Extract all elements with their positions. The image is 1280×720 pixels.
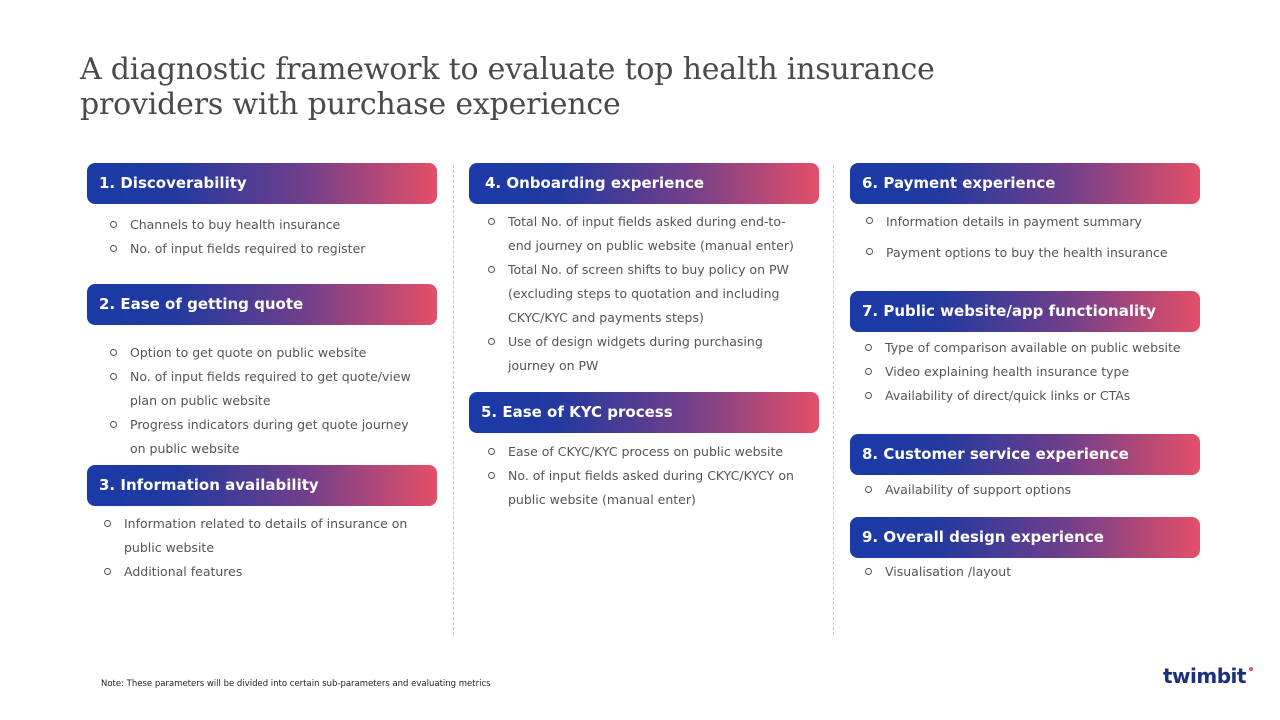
section-header-customer-service-experience: 8. Customer service experience — [850, 434, 1200, 475]
bullet-icon — [488, 266, 495, 273]
bullet-icon — [488, 218, 495, 225]
list-item: Channels to buy health insurance — [130, 213, 430, 237]
list-item: Video explaining health insurance type — [885, 360, 1185, 384]
list-item: Information related to details of insurance on public website — [124, 512, 429, 560]
list-item: Additional features — [124, 560, 429, 584]
list-item: Availability of direct/quick links or CTAs — [885, 384, 1185, 408]
section-list-payment-experience — [886, 206, 1186, 268]
bullet-icon — [488, 472, 495, 479]
section-list-public-website-app-functionality — [885, 336, 1185, 408]
list-item: No. of input fields required to get quote/view plan on public website — [130, 365, 420, 413]
list-item: No. of input fields required to register — [130, 237, 430, 261]
list-item: Total No. of screen shifts to buy policy on PW (excluding steps to quotation and including CKYC/KYC and payments steps) — [508, 258, 808, 330]
column-divider — [453, 165, 454, 635]
section-list-information-availability — [124, 512, 429, 584]
list-item: No. of input fields asked during CKYC/KYCY on public website (manual enter) — [508, 464, 798, 512]
list-item: Visualisation /layout — [885, 560, 1185, 584]
bullet-icon — [488, 338, 495, 345]
bullet-icon — [110, 245, 117, 252]
bullet-icon — [865, 392, 872, 399]
bullet-icon — [866, 248, 873, 255]
twimbit-logo — [1163, 664, 1246, 688]
section-header-payment-experience: 6. Payment experience — [850, 163, 1200, 204]
list-item: Information details in payment summary — [886, 206, 1186, 237]
list-item: Progress indicators during get quote journey on public website — [130, 413, 420, 461]
section-header-ease-of-kyc-process: 5. Ease of KYC process — [469, 392, 819, 433]
bullet-icon — [104, 568, 111, 575]
bullet-icon — [110, 221, 117, 228]
column-divider — [833, 165, 834, 635]
bullet-icon — [110, 349, 117, 356]
bullet-icon — [866, 217, 873, 224]
list-item: Use of design widgets during purchasing journey on PW — [508, 330, 808, 378]
bullet-icon — [110, 373, 117, 380]
section-header-information-availability: 3. Information availability — [87, 465, 437, 506]
bullet-icon — [488, 448, 495, 455]
section-header-ease-of-getting-quote: 2. Ease of getting quote — [87, 284, 437, 325]
list-item: Payment options to buy the health insurance — [886, 237, 1186, 268]
bullet-icon — [865, 344, 872, 351]
section-list-overall-design-experience — [885, 560, 1185, 584]
logo-dot-icon — [1249, 667, 1253, 671]
bullet-icon — [865, 368, 872, 375]
list-item: Type of comparison available on public website — [885, 336, 1185, 360]
bullet-icon — [865, 486, 872, 493]
section-header-discoverability: 1. Discoverability — [87, 163, 437, 204]
list-item: Availability of support options — [885, 478, 1185, 502]
list-item: Ease of CKYC/KYC process on public website — [508, 440, 798, 464]
section-list-onboarding-experience — [508, 210, 808, 378]
bullet-icon — [865, 568, 872, 575]
section-list-discoverability — [130, 213, 430, 261]
bullet-icon — [104, 520, 111, 527]
section-header-onboarding-experience: 4. Onboarding experience — [469, 163, 819, 204]
section-list-customer-service-experience — [885, 478, 1185, 502]
page-title: A diagnostic framework to evaluate top health insurance providers with purchase experience — [80, 52, 935, 122]
section-header-public-website-app-functionality: 7. Public website/app functionality — [850, 291, 1200, 332]
section-list-ease-of-kyc-process — [508, 440, 798, 512]
logo-text: twimbit — [1163, 664, 1246, 688]
section-header-overall-design-experience: 9. Overall design experience — [850, 517, 1200, 558]
section-list-ease-of-getting-quote — [130, 341, 420, 461]
list-item: Total No. of input fields asked during end-to-end journey on public website (manual enter) — [508, 210, 808, 258]
list-item: Option to get quote on public website — [130, 341, 420, 365]
footnote: Note: These parameters will be divided into certain sub-parameters and evaluating metrics — [101, 679, 491, 689]
bullet-icon — [110, 421, 117, 428]
